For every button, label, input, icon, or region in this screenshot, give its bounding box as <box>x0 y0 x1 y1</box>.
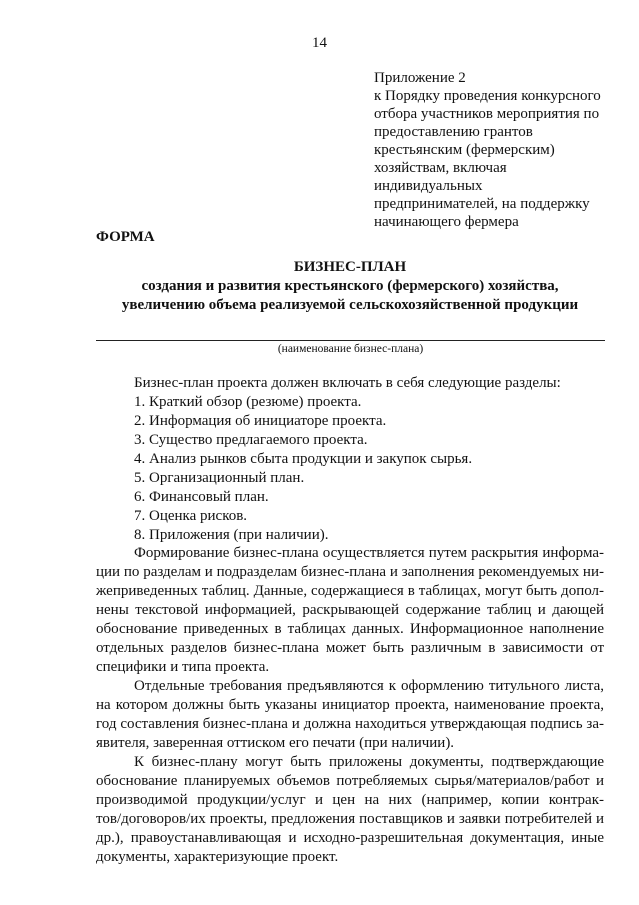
text-line: нены текстовой информацией, раскрывающей содержание таблиц и дающей <box>96 602 604 618</box>
text-line: обоснование приведенных в таблицах данных. Информационное наполнение <box>96 621 604 637</box>
title-subtitle-line: создания и развития крестьянского (фермерского) хозяйства, <box>141 278 559 294</box>
text-line: Отдельные требования предъявляются к оформлению титульного листа, <box>134 678 604 694</box>
appendix-line: предпринимателей, на поддержку <box>374 196 590 212</box>
paragraph-3 <box>96 753 604 867</box>
appendix-line: крестьянским (фермерским) <box>374 142 555 158</box>
text-line: др.), правоустанавливающая и исходно-разрешительная документация, иные <box>96 830 604 846</box>
fill-in-caption: (наименование бизнес-плана) <box>277 343 424 355</box>
text-line: год составления бизнес-плана и должна находиться утверждающая подпись за- <box>96 716 604 732</box>
list-item: 6. Финансовый план. <box>134 489 269 505</box>
text-line: специфики и типа проекта. <box>96 659 270 675</box>
text-line: ции по разделам и подразделам бизнес-плана и заполнения рекомендуемых ни- <box>96 564 604 580</box>
title-subtitle-line: увеличению объема реализуемой сельскохозяйственной продукции <box>121 297 579 313</box>
list-item: 1. Краткий обзор (резюме) проекта. <box>134 394 362 410</box>
text-line: жеприведенных таблиц. Данные, содержащиеся в таблицах, могут быть допол- <box>96 583 604 599</box>
text-line: Формирование бизнес-плана осуществляется путем раскрытия информа- <box>134 545 604 561</box>
text-line: тов/договоров/их проекты, предложения поставщиков и заявки потребителей и <box>96 811 604 827</box>
list-item: 4. Анализ рынков сбыта продукции и закупок сырья. <box>134 451 473 467</box>
text-line: явителя, заверенная оттиском его печати (при наличии). <box>96 735 455 751</box>
list-item: 5. Организационный план. <box>134 470 305 486</box>
appendix-line: предоставлению грантов <box>374 124 533 140</box>
text-line: отдельных разделов бизнес-плана может быть различным в зависимости от <box>96 640 604 656</box>
appendix-line: индивидуальных <box>374 178 483 194</box>
appendix-line: начинающего фермера <box>374 214 519 230</box>
list-item: 7. Оценка рисков. <box>134 508 248 524</box>
list-item: 3. Существо предлагаемого проекта. <box>134 432 368 448</box>
text-line: К бизнес-плану могут быть приложены документы, подтверждающие <box>134 754 604 770</box>
text-line: производимой продукции/услуг и цен на них (например, копии контрак- <box>96 792 604 808</box>
appendix-line: отбора участников мероприятия по <box>374 106 600 122</box>
appendix-line: хозяйствам, включая <box>374 160 507 176</box>
list-item: 2. Информация об инициаторе проекта. <box>134 413 387 429</box>
paragraph-2 <box>96 677 604 753</box>
appendix-header <box>374 69 624 231</box>
appendix-line: Приложение 2 <box>374 70 466 86</box>
title-main: БИЗНЕС-ПЛАН <box>293 259 407 275</box>
text-line: на котором должны быть указаны инициатор проекта, наименование проекта, <box>96 697 604 713</box>
sections-list <box>134 393 604 545</box>
text-line: обоснование планируемых объемов потребляемых сырья/материалов/работ и <box>96 773 604 789</box>
sections-list-block <box>134 374 604 545</box>
form-label: ФОРМА <box>96 229 155 245</box>
body-text <box>96 544 604 867</box>
text-line: документы, характеризующие проект. <box>96 849 339 865</box>
document-title <box>96 258 604 315</box>
fill-in-line <box>96 340 605 341</box>
paragraph-1 <box>96 544 604 677</box>
page-number: 14 <box>312 35 327 51</box>
appendix-line: к Порядку проведения конкурсного <box>374 88 601 104</box>
list-item: 8. Приложения (при наличии). <box>134 527 329 543</box>
sections-intro: Бизнес-план проекта должен включать в себя следующие разделы: <box>134 375 561 391</box>
